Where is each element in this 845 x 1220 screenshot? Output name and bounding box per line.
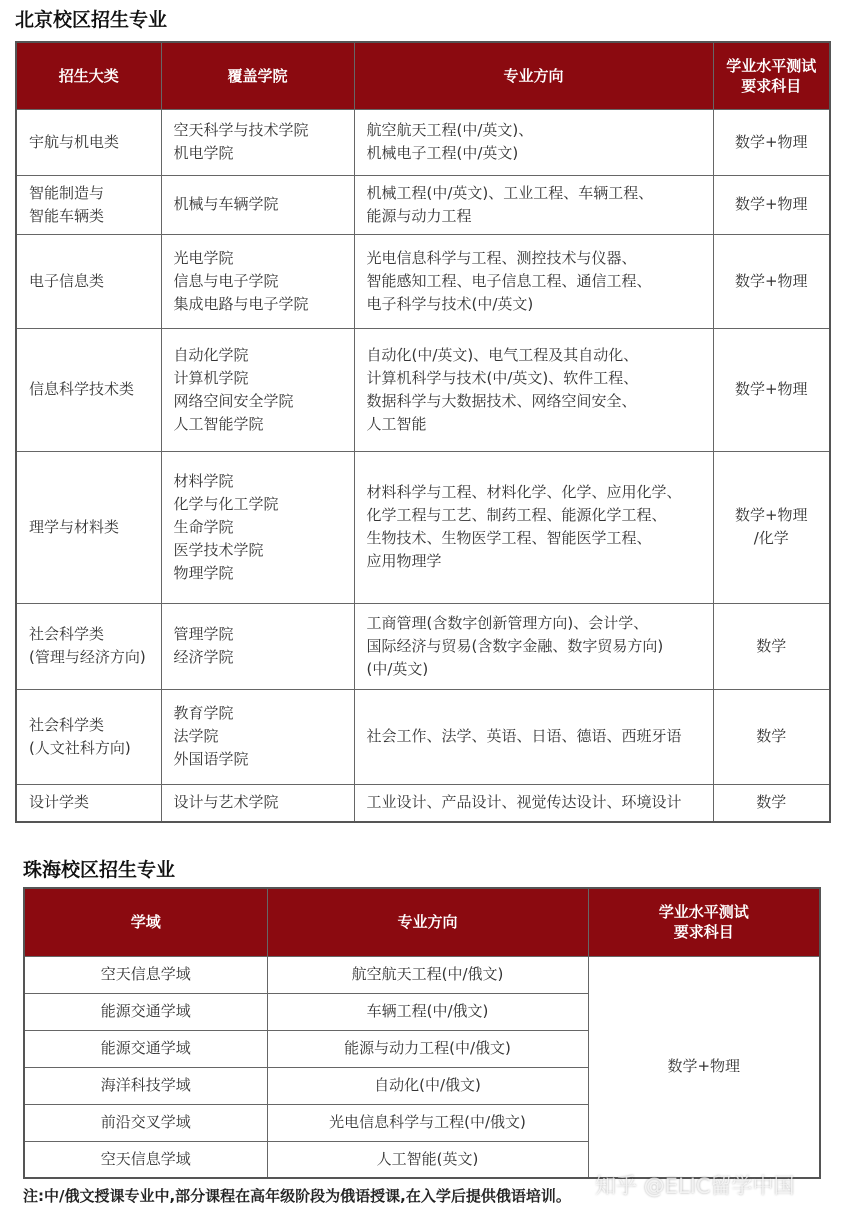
- majors-cell: [354, 328, 713, 451]
- header-colleges: 覆盖学院: [161, 42, 354, 109]
- major-line: 国际经济与贸易(含数字金融、数字贸易方向): [366, 636, 664, 655]
- major-line: 自动化(中/英文)、电气工程及其自动化、: [366, 345, 639, 364]
- subjects-cell: 数学+物理: [713, 175, 830, 234]
- table-row: [16, 328, 830, 451]
- major-cell: 自动化(中/俄文): [267, 1067, 588, 1104]
- watermark: 知乎 @ELIC留学中国: [595, 1174, 795, 1198]
- zhuhai-majors-table: [23, 887, 821, 1179]
- major-line: 智能感知工程、电子信息工程、通信工程、: [366, 271, 652, 290]
- college-name: 设计与艺术学院: [173, 793, 279, 812]
- domain-cell: 能源交通学域: [24, 1030, 267, 1067]
- major-line: 人工智能: [366, 414, 427, 433]
- major-line: 生物技术、生物医学工程、智能医学工程、: [366, 529, 652, 547]
- colleges-cell: [161, 689, 354, 784]
- header-category: 招生大类: [16, 42, 161, 109]
- category-cell: 智能制造与 智能车辆类: [16, 175, 161, 234]
- college-name: 外国语学院: [173, 750, 249, 768]
- major-line: 能源与动力工程: [366, 206, 472, 225]
- header-subjects: 学业水平测试 要求科目: [588, 888, 820, 956]
- college-name: 空天科学与技术学院: [173, 121, 309, 139]
- category-cell: 理学与材料类: [16, 451, 161, 603]
- footnote: 注:中/俄文授课专业中,部分课程在高年级阶段为俄语授课,在入学后提供俄语培训。: [23, 1187, 571, 1205]
- table-row: [16, 689, 830, 784]
- college-name: 生命学院: [173, 517, 234, 536]
- college-name: 管理学院: [173, 625, 234, 643]
- beijing-majors-table: [15, 41, 831, 823]
- majors-cell: [354, 234, 713, 328]
- header-subjects: 学业水平测试 要求科目: [713, 42, 830, 109]
- college-name: 网络空间安全学院: [173, 391, 294, 410]
- category-cell: 设计学类: [16, 784, 161, 822]
- college-name: 光电学院: [173, 248, 234, 267]
- college-name: 材料学院: [173, 471, 234, 490]
- major-line: 数据科学与大数据技术、网络空间安全、: [366, 391, 637, 410]
- major-cell: 光电信息科学与工程(中/俄文): [267, 1104, 588, 1141]
- major-line: 计算机科学与技术(中/英文)、软件工程、: [366, 368, 639, 387]
- college-name: 医学技术学院: [173, 540, 264, 559]
- category-cell: 宇航与机电类: [16, 109, 161, 175]
- colleges-cell: [161, 109, 354, 175]
- colleges-cell: [161, 784, 354, 822]
- table-header-row: [16, 42, 830, 109]
- domain-cell: 空天信息学域: [24, 1141, 267, 1178]
- majors-cell: [354, 451, 713, 603]
- major-line: 材料科学与工程、材料化学、化学、应用化学、: [366, 483, 682, 501]
- header-domain: 学域: [24, 888, 267, 956]
- majors-cell: [354, 784, 713, 822]
- zhuhai-title: 珠海校区招生专业: [23, 859, 176, 881]
- major-line: 社会工作、法学、英语、日语、德语、西班牙语: [366, 727, 682, 745]
- major-line: 机械工程(中/英文)、工业工程、车辆工程、: [366, 183, 654, 202]
- table-row: [16, 234, 830, 328]
- subjects-cell: 数学+物理: [713, 109, 830, 175]
- majors-cell: [354, 689, 713, 784]
- major-line: 光电信息科学与工程、测控技术与仪器、: [366, 248, 637, 267]
- colleges-cell: [161, 234, 354, 328]
- category-cell: 社会科学类 (人文社科方向): [16, 689, 161, 784]
- college-name: 人工智能学院: [173, 414, 264, 433]
- majors-cell: [354, 175, 713, 234]
- colleges-cell: [161, 175, 354, 234]
- college-name: 信息与电子学院: [173, 271, 279, 290]
- subjects-cell: 数学+物理: [713, 234, 830, 328]
- major-cell: 能源与动力工程(中/俄文): [267, 1030, 588, 1067]
- table-row: [24, 956, 820, 993]
- college-name: 机电学院: [173, 144, 234, 162]
- category-cell: 社会科学类 (管理与经济方向): [16, 603, 161, 689]
- table-row: [16, 451, 830, 603]
- college-name: 物理学院: [173, 563, 234, 582]
- subjects-cell: 数学: [713, 603, 830, 689]
- majors-cell: [354, 603, 713, 689]
- header-majors: 专业方向: [354, 42, 713, 109]
- colleges-cell: [161, 451, 354, 603]
- major-cell: 航空航天工程(中/俄文): [267, 956, 588, 993]
- table-row: [16, 603, 830, 689]
- domain-cell: 空天信息学域: [24, 956, 267, 993]
- beijing-title: 北京校区招生专业: [15, 9, 168, 31]
- subjects-cell: 数学+物理 /化学: [713, 451, 830, 603]
- college-name: 法学院: [173, 727, 219, 745]
- domain-cell: 能源交通学域: [24, 993, 267, 1030]
- table-row: [16, 784, 830, 822]
- table-row: [16, 175, 830, 234]
- college-name: 集成电路与电子学院: [173, 294, 309, 313]
- majors-cell: [354, 109, 713, 175]
- major-line: 化学工程与工艺、制药工程、能源化学工程、: [366, 506, 667, 524]
- table-row: [16, 109, 830, 175]
- major-cell: 人工智能(英文): [267, 1141, 588, 1178]
- major-line: 机械电子工程(中/英文): [366, 144, 519, 162]
- colleges-cell: [161, 328, 354, 451]
- category-cell: 信息科学技术类: [16, 328, 161, 451]
- major-line: 电子科学与技术(中/英文): [366, 294, 534, 313]
- table-header-row: [24, 888, 820, 956]
- header-major: 专业方向: [267, 888, 588, 956]
- category-cell: 电子信息类: [16, 234, 161, 328]
- domain-cell: 海洋科技学域: [24, 1067, 267, 1104]
- subjects-cell: 数学: [713, 784, 830, 822]
- subjects-cell: 数学+物理: [713, 328, 830, 451]
- college-name: 计算机学院: [173, 368, 249, 387]
- major-cell: 车辆工程(中/俄文): [267, 993, 588, 1030]
- colleges-cell: [161, 603, 354, 689]
- major-line: 工商管理(含数字创新管理方向)、会计学、: [366, 613, 649, 632]
- college-name: 教育学院: [173, 704, 234, 722]
- college-name: 机械与车辆学院: [173, 195, 279, 213]
- major-line: 应用物理学: [366, 552, 442, 570]
- college-name: 自动化学院: [173, 345, 249, 364]
- domain-cell: 前沿交叉学域: [24, 1104, 267, 1141]
- college-name: 化学与化工学院: [173, 494, 279, 513]
- subjects-cell: 数学+物理: [588, 956, 820, 1178]
- college-name: 经济学院: [173, 648, 234, 666]
- major-line: (中/英文): [366, 659, 429, 678]
- major-line: 航空航天工程(中/英文)、: [366, 121, 534, 139]
- major-line: 工业设计、产品设计、视觉传达设计、环境设计: [366, 793, 682, 812]
- subjects-cell: 数学: [713, 689, 830, 784]
